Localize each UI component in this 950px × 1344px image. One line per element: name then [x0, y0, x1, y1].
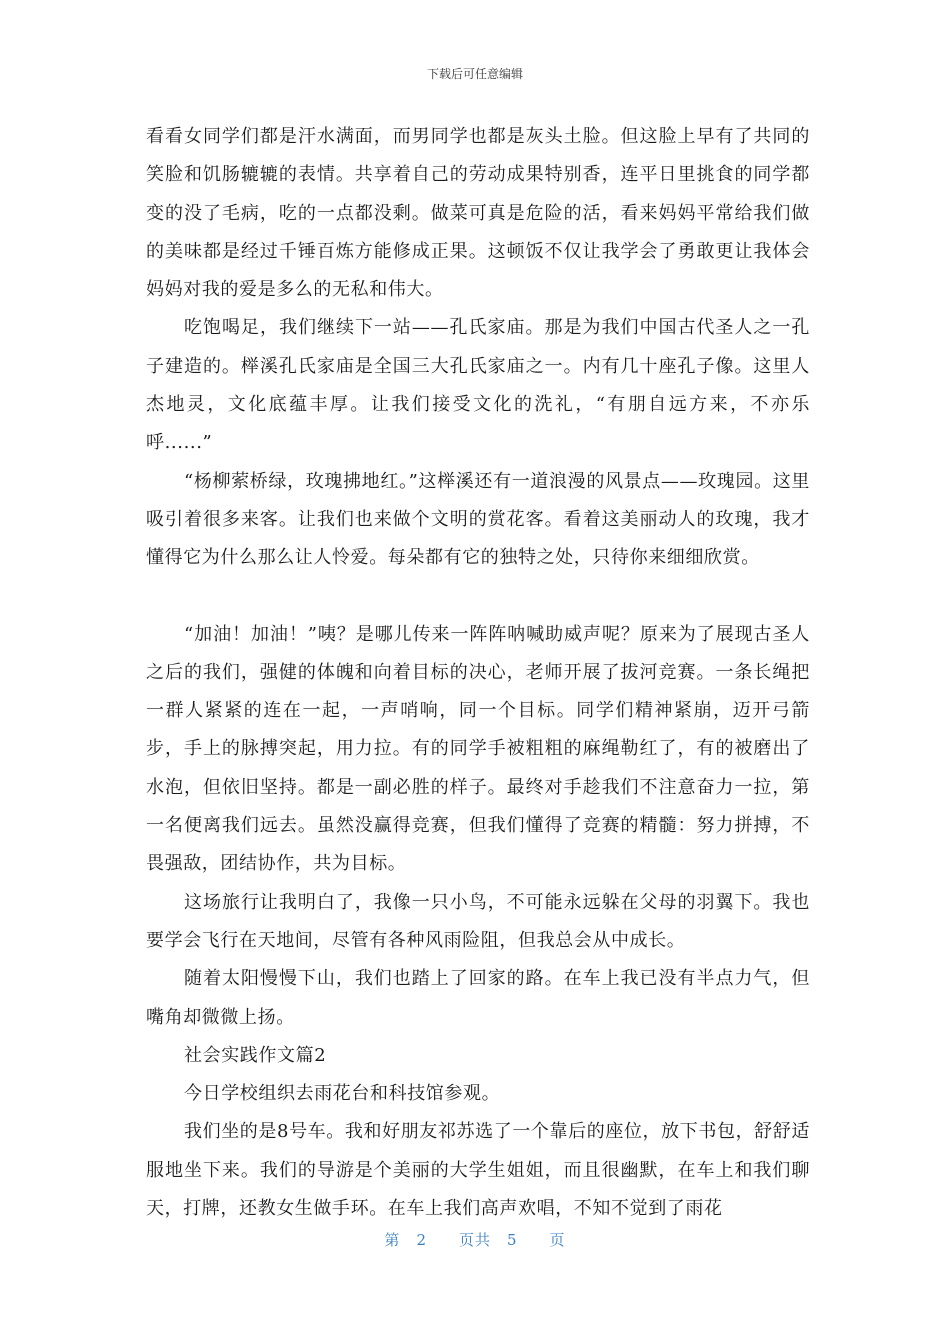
paragraph-7: 今日学校组织去雨花台和科技馆参观。	[184, 1083, 501, 1105]
document-body	[146, 118, 810, 1228]
paragraph-8: 我们坐的是8号车。我和好朋友祁苏选了一个靠后的座位，放下书包，舒舒适服地坐下来。我们的导游是个美丽的大学生姐姐，而且很幽默，在车上和我们聊天，打牌，还教女生做手环。在车上我们高声欢唱，不知不觉到了雨花	[146, 1121, 810, 1220]
paragraph-gap	[146, 578, 810, 616]
paragraph-5: 这场旅行让我明白了，我像一只小鸟，不可能永远躲在父母的羽翼下。我也要学会飞行在天地间，尽管有各种风雨险阻，但我总会从中成长。	[146, 891, 810, 951]
paragraph-6: 随着太阳慢慢下山，我们也踏上了回家的路。在车上我已没有半点力气，但嘴角却微微上扬。	[146, 968, 810, 1028]
page-footer	[0, 1230, 950, 1250]
paragraph-1: 看看女同学们都是汗水满面，而男同学也都是灰头土脸。但这脸上早有了共同的笑脸和饥肠辘辘的表情。共享着自己的劳动成果特别香，连平日里挑食的同学都变的没了毛病，吃的一点都没剩。做菜可真是危险的活，看来妈妈平常给我们做的美味都是经过千锤百炼方能修成正果。这顿饭不仅让我学会了勇敢更让我体会妈妈对我的爱是多么的无私和伟大。	[146, 126, 810, 301]
footer-middle: 页共	[458, 1231, 491, 1249]
footer-page-number: 2	[416, 1231, 427, 1249]
footer-total-pages: 5	[507, 1231, 518, 1249]
paragraph-4: “加油！加油！”咦？是哪儿传来一阵阵呐喊助威声呢？原来为了展现古圣人之后的我们，强健的体魄和向着目标的决心，老师开展了拔河竞赛。一条长绳把一群人紧紧的连在一起，一声哨响，同一个目标。同学们精神紧崩，迈开弓箭步，手上的脉搏突起，用力拉。有的同学手被粗粗的麻绳勒红了，有的被磨出了水泡，但依旧坚持。都是一副必胜的样子。最终对手趁我们不注意奋力一拉，第一名便离我们远去。虽然没赢得竞赛，但我们懂得了竞赛的精髓：努力拼搏，不畏强敌，团结协作，共为目标。	[146, 623, 810, 875]
footer-suffix: 页	[549, 1231, 566, 1249]
footer-prefix: 第	[384, 1231, 401, 1249]
section-heading: 社会实践作文篇2	[184, 1044, 327, 1066]
page-header: 下载后可任意编辑	[426, 67, 523, 81]
paragraph-3: “杨柳萦桥绿，玫瑰拂地红。”这榉溪还有一道浪漫的风景点——玫瑰园。这里吸引着很多来客。让我们也来做个文明的赏花客。看着这美丽动人的玫瑰，我才懂得它为什么那么让人怜爱。每朵都有它的独特之处，只待你来细细欣赏。	[146, 470, 810, 569]
paragraph-2: 吃饱喝足，我们继续下一站——孔氏家庙。那是为我们中国古代圣人之一孔子建造的。榉溪孔氏家庙是全国三大孔氏家庙之一。内有几十座孔子像。这里人杰地灵，文化底蕴丰厚。让我们接受文化的洗礼，“有朋自远方来，不亦乐呼......”	[146, 317, 810, 454]
